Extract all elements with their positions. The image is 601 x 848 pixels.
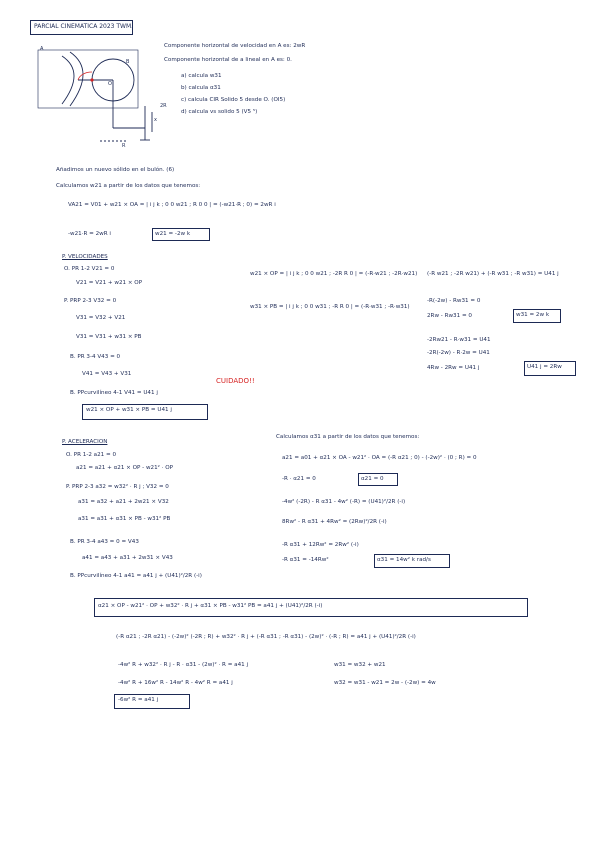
task-a: a) calcula w31 — [181, 73, 222, 79]
task-b: b) calcula α31 — [181, 85, 221, 91]
vel-right-7: -2R(-2w) - R·2w = U41 — [427, 350, 490, 356]
figure-label-b: B — [126, 59, 130, 65]
vel-left-6: V41 = V43 + V31 — [82, 371, 132, 377]
solve-2: -6w² R = a41 j — [118, 697, 159, 703]
acc-right-7: -R α31 = -14Rw² — [282, 557, 329, 563]
acc-left-3: a31 = a32 + a21 + 2w21 × V32 — [78, 499, 169, 505]
vel-left-5: B. PR 3-4 V43 = 0 — [70, 354, 121, 360]
acc-right-8: α31 = 14w² k rad/s — [377, 557, 431, 563]
vel-right-5: w31 = 2w k — [516, 312, 550, 318]
intro-line-2: Calculamos w21 a partir de los datos que tenemos: — [56, 183, 201, 189]
intro-answer: w21 = -2w k — [155, 231, 191, 237]
velocidades-heading: P. VELOCIDADES — [62, 254, 108, 260]
task-d: d) calcula vs solido 5 (V5 ⁵) — [181, 109, 258, 115]
side-0: w31 = w32 + w21 — [334, 662, 386, 668]
vel-right-8: 4Rw - 2Rw = U41 j — [427, 365, 480, 371]
aceleracion-heading: P. ACELERACION — [62, 439, 108, 445]
task-c: c) calcula CIR Solido 5 desde O. (OI5) — [181, 97, 286, 103]
figure-label-a: A — [40, 46, 44, 52]
vel-left-0: O. PR 1-2 V21 = 0 — [64, 266, 115, 272]
acc-left-2: P. PRP 2-3 a32 = w32² · R j ; V32 = 0 — [66, 484, 169, 490]
solve-0: -4w² R + w32² · R j - R · α31 - (2w)² · R = a41 j — [118, 662, 249, 668]
acc-right-1: a21 = a01 + α21 × OA - w21² · OA = (-R α21 ; 0) - (-2w)² · (0 ; R) = 0 — [282, 455, 477, 461]
acc-left-0: O. PR 1-2 a21 = 0 — [66, 452, 117, 458]
figure-label-r: R — [122, 143, 126, 149]
acc-right-4: -4w² (-2R) - R α31 - 4w² (-R) = (U41)²/2R (-i) — [282, 499, 406, 505]
acc-right-5: 8Rw² - R α31 + 4Rw² = (2Rw)²/2R (-i) — [282, 519, 387, 525]
vel-left-8: w21 × OP + w31 × PB = U41 j — [86, 407, 172, 413]
figure-label-x: x — [154, 117, 157, 123]
vel-right-9: U41 j = 2Rw — [527, 364, 562, 370]
acc-left-5: B. PR 3-4 a43 = 0 = V43 — [70, 539, 139, 545]
acc-right-2: -R · α21 = 0 — [282, 476, 316, 482]
page-title: PARCIAL CINEMATICA 2023 TWM. — [34, 23, 134, 30]
acc-left-6: a41 = a43 + a31 + 2w31 × V43 — [82, 555, 173, 561]
vel-left-3: V31 = V32 + V21 — [76, 315, 126, 321]
vel-right-6: -2Rw21 - R·w31 = U41 — [427, 337, 491, 343]
acc-left-7: B. PPcurvilíneo 4-1 a41 = a41 j + (U41)²/2R (-i) — [70, 573, 202, 579]
solve-1: -4w² R + 16w² R - 14w² R - 4w² R = a41 j — [118, 680, 233, 686]
acc-right-0: Calculamos α31 a partir de los datos que tenemos: — [276, 434, 420, 440]
acc-left-4: a31 = a31 + α31 × PB - w31² PB — [78, 516, 171, 522]
vel-left-1: V21 = V21 + w21 × OP — [76, 280, 143, 286]
vel-right-0: w21 × OP = | i j k ; 0 0 w21 ; -2R R 0 | = (-R·w21 ; -2R·w21) — [250, 271, 418, 277]
acc-right-3: α21 = 0 — [361, 476, 384, 482]
intro-eq-1: VA21 = V01 + w21 × OA = | i j k ; 0 0 w21 ; R 0 0 | = (-w21·R ; 0) = 2wR i — [68, 202, 276, 208]
cuidado-note: CUIDADO!! — [216, 377, 255, 385]
vel-right-3: -R(-2w) - Rw31 = 0 — [427, 298, 481, 304]
statement-2: Componente horizontal de a lineal en A es: 0. — [164, 57, 292, 63]
vel-right-2: (-R w21 ; -2R w21) + (-R w31 ; -R w31) = U41 j — [427, 271, 559, 277]
statement-1: Componente horizontal de velocidad en A es: 2wR — [164, 43, 306, 49]
figure-label-2r: 2R — [160, 103, 167, 109]
intro-line-1: Añadimos un nuevo sólido en el bulón. (6) — [56, 167, 175, 173]
big-equation: α21 × OP - w21² · OP + w32² · R j + α31 × PB - w31² PB = a41 j + (U41)²/2R (-i) — [98, 603, 323, 609]
acc-right-6: -R α31 + 12Rw² = 2Rw² (-i) — [282, 542, 359, 548]
figure-label-o: O — [108, 81, 112, 87]
side-1: w32 = w31 - w21 = 2w - (-2w) = 4w — [334, 680, 436, 686]
expanded-equation: (-R α21 ; -2R α21) - (-2w)² (-2R ; R) + w32² · R j + (-R α31 ; -R α31) - (2w)² · (-R ; R) = a41 j + (U41)²/2R (-i) — [116, 634, 416, 640]
vel-left-4: V31 = V31 + w31 × PB — [76, 334, 142, 340]
vel-right-1: w31 × PB = | i j k ; 0 0 w31 ; -R R 0 | = (-R·w31 ; -R·w31) — [250, 304, 410, 310]
acc-left-1: a21 = a21 + α21 × OP - w21² · OP — [76, 465, 174, 471]
vel-left-7: B. PPcurvilíneo 4-1 V41 = U41 j — [70, 390, 158, 396]
vel-left-2: P. PRP 2-3 V32 = 0 — [64, 298, 117, 304]
intro-eq-2: -w21·R = 2wR i — [68, 231, 111, 237]
vel-right-4: 2Rw - Rw31 = 0 — [427, 313, 472, 319]
